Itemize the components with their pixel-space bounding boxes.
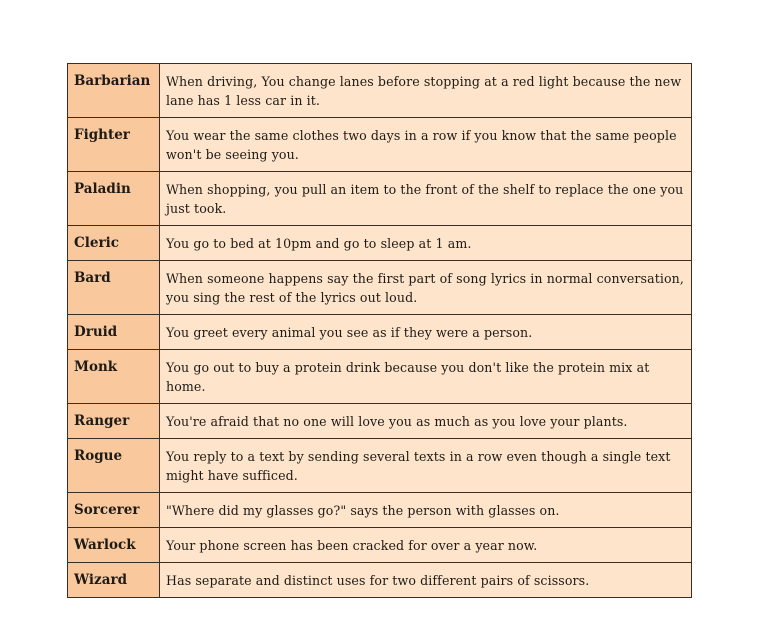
class-description-cell: When someone happens say the first part of song lyrics in normal conversation, you sing the rest of the lyrics out loud.	[160, 261, 692, 315]
class-name-cell: Barbarian	[68, 64, 160, 118]
table-row	[68, 528, 692, 563]
class-name-cell: Druid	[68, 315, 160, 350]
class-description-cell: You go out to buy a protein drink because you don't like the protein mix at home.	[160, 350, 692, 404]
table-row	[68, 226, 692, 261]
table-row	[68, 261, 692, 315]
table-row	[68, 172, 692, 226]
table-row	[68, 404, 692, 439]
class-name-cell: Bard	[68, 261, 160, 315]
class-name-cell: Sorcerer	[68, 493, 160, 528]
class-description-cell: You're afraid that no one will love you as much as you love your plants.	[160, 404, 692, 439]
table-row	[68, 64, 692, 118]
class-description-cell: Your phone screen has been cracked for over a year now.	[160, 528, 692, 563]
class-name-cell: Cleric	[68, 226, 160, 261]
class-name-cell: Rogue	[68, 439, 160, 493]
class-description-cell: You reply to a text by sending several texts in a row even though a single text might have sufficed.	[160, 439, 692, 493]
class-description-cell: You go to bed at 10pm and go to sleep at 1 am.	[160, 226, 692, 261]
table-row	[68, 315, 692, 350]
class-description-cell: When shopping, you pull an item to the front of the shelf to replace the one you just took.	[160, 172, 692, 226]
table-row	[68, 118, 692, 172]
table-row	[68, 563, 692, 598]
class-description-cell: When driving, You change lanes before stopping at a red light because the new lane has 1 less car in it.	[160, 64, 692, 118]
table-row	[68, 493, 692, 528]
class-description-cell: You wear the same clothes two days in a row if you know that the same people won't be seeing you.	[160, 118, 692, 172]
class-description-cell: "Where did my glasses go?" says the person with glasses on.	[160, 493, 692, 528]
class-name-cell: Paladin	[68, 172, 160, 226]
class-name-cell: Warlock	[68, 528, 160, 563]
class-name-cell: Fighter	[68, 118, 160, 172]
class-description-cell: Has separate and distinct uses for two different pairs of scissors.	[160, 563, 692, 598]
table-row	[68, 350, 692, 404]
class-name-cell: Wizard	[68, 563, 160, 598]
class-name-cell: Ranger	[68, 404, 160, 439]
table-row	[68, 439, 692, 493]
class-table	[67, 63, 692, 598]
class-description-cell: You greet every animal you see as if they were a person.	[160, 315, 692, 350]
class-name-cell: Monk	[68, 350, 160, 404]
